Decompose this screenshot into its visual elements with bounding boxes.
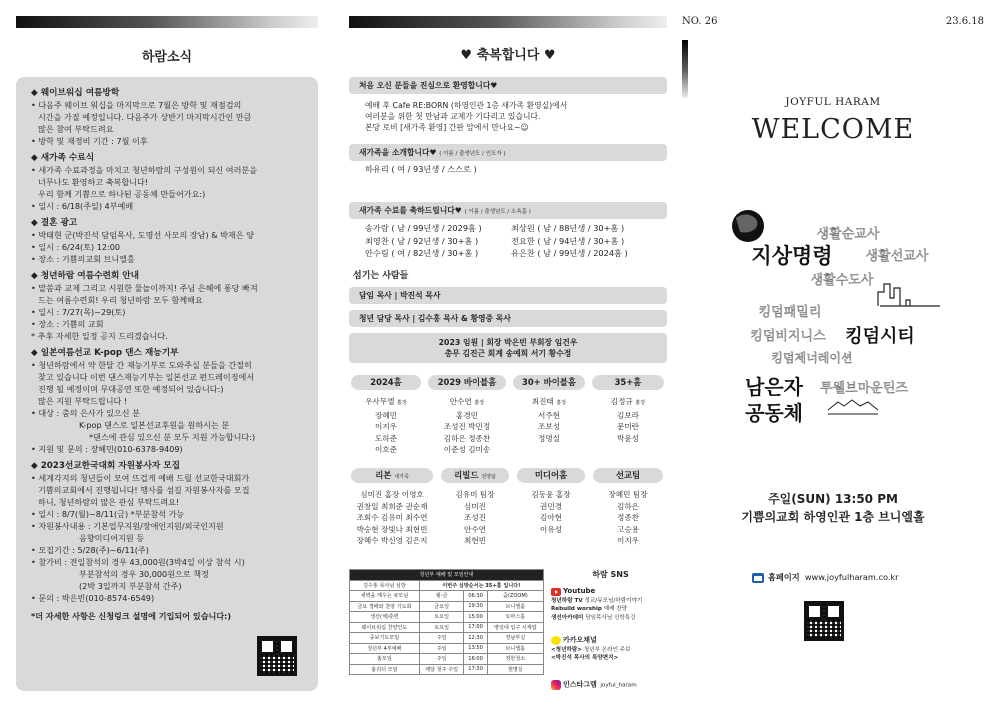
notice-line: • 일시 : 7/27(목)~29(토) bbox=[31, 307, 126, 317]
sns-line bbox=[551, 646, 631, 655]
table-row bbox=[350, 643, 544, 654]
instagram-icon bbox=[551, 680, 561, 690]
schedule-cell: 새벽을 깨우는 큐모님 bbox=[350, 591, 420, 602]
instagram-section[interactable]: 인스타그램 joyful_haram bbox=[551, 680, 637, 690]
vertical-bar bbox=[682, 40, 688, 98]
notice-line: 많은 지원 부탁드립니다 ! bbox=[38, 396, 128, 406]
section-title: ◆ 웨이브워십 여름방학 bbox=[31, 88, 120, 98]
mountains-icon bbox=[828, 400, 878, 414]
notice-line: • 세계각지의 청년들이 모여 뜨겁게 예배 드릴 선교한국대회가 bbox=[31, 473, 250, 483]
logo-line: 생활선교사 bbox=[865, 249, 929, 264]
sns-desc: 담임목사님 신학특강 bbox=[583, 614, 636, 621]
member-row: 심미진 bbox=[463, 501, 486, 511]
top-bar bbox=[349, 16, 667, 28]
notice-line: 우리 함께 기쁨으로 하나된 공동체 만들어가요:) bbox=[38, 189, 206, 199]
sns-line bbox=[551, 614, 642, 623]
member-name: 장혜민 bbox=[374, 410, 397, 420]
member-name: 도하준 bbox=[374, 433, 397, 443]
schedule-cell: 현명실 bbox=[487, 664, 543, 675]
vision-logo bbox=[730, 208, 940, 438]
member-row bbox=[592, 421, 664, 433]
member-row bbox=[592, 410, 664, 422]
notice-line: • 문의 : 박은빈(010-8574-6549) bbox=[31, 593, 155, 603]
schedule-cell: 중보기도모임 bbox=[350, 633, 420, 644]
sns-line bbox=[551, 597, 642, 606]
schedule-cell: 금요 경배와 찬양 기도회 bbox=[350, 601, 420, 612]
member-row bbox=[513, 396, 585, 410]
notice-line: 시간을 가질 예정입니다. 다음주가 상반기 마지막시간인 만큼 bbox=[38, 112, 252, 122]
sns-name: 청년하람 TV bbox=[551, 597, 583, 604]
notice-line: • 장소 : 기쁨의교회 브니엘홀 bbox=[31, 254, 135, 264]
member-name: 이지우 bbox=[374, 422, 397, 431]
member-row: 최현빈 bbox=[463, 536, 486, 545]
member-name: 문미란 bbox=[616, 422, 639, 431]
home-pill: 2029 바이블홈 bbox=[428, 375, 506, 390]
schedule-cell: 이번주 심방순서는 35+홈 입니다! bbox=[419, 580, 543, 591]
welcome-heading: WELCOME bbox=[751, 114, 915, 145]
home-pill: 35+홈 bbox=[592, 375, 664, 390]
cover-column bbox=[682, 16, 984, 692]
member-name: 김하은 정종찬 bbox=[443, 433, 491, 443]
notice-line: K-pop 댄스로 일본선교후원을 원하시는 분 bbox=[79, 420, 230, 430]
schedule-cell: 17:30 bbox=[464, 664, 487, 675]
schedule-cell: 정남부실 bbox=[487, 633, 543, 644]
member-name: 이호준 bbox=[374, 445, 397, 454]
youtube-section[interactable]: Youtube 청년하람 TV 정교/뮤모님/하람이야기 Rebuild worship 예배 찬양 생선아카데미 담임목사님 신학특강 bbox=[551, 587, 643, 621]
member-row: 조성진 bbox=[463, 513, 486, 522]
member-role: 홈장 bbox=[474, 400, 485, 406]
notice-line: 부분참석의 경우 30,000원으로 책정 bbox=[79, 569, 209, 579]
member-name: 김정규 bbox=[610, 397, 633, 406]
member-row: 이유성 bbox=[539, 524, 562, 534]
logo-line: 킹덤시티 bbox=[845, 326, 915, 347]
member-row bbox=[351, 410, 421, 422]
notice-box bbox=[16, 77, 318, 691]
notice-line: • 방학 및 재정비 기간 : 7월 이후 bbox=[31, 136, 148, 146]
schedule-cell: 주일 bbox=[419, 643, 464, 654]
notice-line: • 대상 : 춤의 은사가 있으신 분 bbox=[31, 408, 140, 418]
member-row bbox=[513, 421, 585, 433]
schedule-cell: 06:30 bbox=[464, 591, 487, 602]
member-row bbox=[592, 433, 664, 445]
sns-line bbox=[551, 605, 642, 614]
schedule-cell: 13:50 bbox=[464, 643, 487, 654]
member-row: 김아현 bbox=[539, 513, 562, 522]
schedule-cell: 토마스홀 bbox=[487, 612, 543, 623]
member-name: 김보라 bbox=[616, 410, 639, 420]
sns-desc: 청년부 온라인 주보 bbox=[582, 646, 631, 653]
table-row bbox=[350, 622, 544, 633]
blessing-title: ♥ 축복합니다 ♥ bbox=[460, 48, 556, 63]
logo-line: 생활수도사 bbox=[810, 273, 874, 288]
new-family-bar: 새가족을 소개합니다♥ ( 이름 / 출생년도 / 인도자 ) bbox=[349, 144, 667, 161]
member-row: 고승용 bbox=[616, 524, 639, 534]
notice-line: * 추후 자세한 일정 공지 드리겠습니다. bbox=[31, 331, 168, 341]
notice-line: • 참가비 : 전일참석의 경우 43,000원(3박4일 이상 참석 시) bbox=[31, 557, 245, 567]
schedule-header-row bbox=[350, 580, 544, 591]
welcome-bar: 처음 오신 분들을 진심으로 환영합니다♥ bbox=[349, 77, 667, 94]
org-name: JOYFUL HARAM bbox=[785, 96, 881, 108]
sns-desc: 정교/뮤모님/하람이야기 bbox=[582, 597, 643, 604]
notice-column bbox=[16, 16, 318, 692]
sns-name: <박진석 목사의 특양편지> bbox=[551, 655, 619, 661]
table-row bbox=[350, 664, 544, 675]
notice-title: 하람소식 bbox=[141, 50, 193, 65]
member-row: 장혜민 팀장 bbox=[608, 490, 648, 499]
schedule-cell: 생선(체)훈련 bbox=[350, 612, 420, 623]
table-row bbox=[350, 612, 544, 623]
homepage-icon bbox=[752, 573, 764, 583]
sns-line bbox=[551, 654, 631, 663]
logo-line: 킹덤패밀리 bbox=[758, 305, 822, 320]
notice-line: 드는 여름수련회! 우리 청년하람 모두 함께해요 bbox=[38, 295, 203, 305]
qr-code-icon[interactable] bbox=[804, 601, 844, 641]
member-name: 조보성 bbox=[537, 422, 560, 431]
schedule-cell: 브니엘홀 bbox=[487, 601, 543, 612]
home-pill: 2024홈 bbox=[351, 375, 421, 390]
member-name: 조성진 박민정 bbox=[443, 422, 491, 431]
notice-line: (2박 3일까지 부분참석 간주) bbox=[79, 581, 182, 591]
youtube-icon bbox=[551, 588, 561, 596]
member-row: 김하은 bbox=[616, 501, 639, 511]
schedule-cell: 16:00 bbox=[464, 654, 487, 665]
notice-line: • 자원봉사내용 : 기본업무지원/장애인지원/외국인지원 bbox=[31, 521, 224, 531]
member-row: 안수연 bbox=[463, 524, 486, 534]
member-name: 정명실 bbox=[537, 433, 560, 443]
schedule-cell: 17:00 bbox=[464, 622, 487, 633]
graduates-left: 송가람 ( 남 / 99년생 / 2029홈 ) 최영찬 ( 남 / 92년생 / 30+홈 ) 안수림 ( 여 / 82년생 / 30+홈 ) bbox=[365, 223, 482, 258]
member-row: 조회수 김유미 최수연 bbox=[356, 513, 428, 522]
notice-line: • 새가족 수료과정을 마치고 청년하람의 구성원이 되신 여러분을 bbox=[31, 165, 258, 175]
member-row bbox=[513, 433, 585, 445]
schedule-cell: 줌(ZOOM) bbox=[487, 591, 543, 602]
globe-icon bbox=[732, 210, 764, 242]
staff-box: 2023 임원 | 회장 박은빈 부회장 임건우 총무 김진근 회계 송예희 서기 황수정 bbox=[349, 333, 667, 363]
worship-time: 주일(SUN) 13:50 PM 기쁨의교회 하영인관 1층 브니엘홀 bbox=[741, 492, 925, 524]
team-members bbox=[351, 489, 433, 547]
section-title: ◆ 청년하람 여름수련회 안내 bbox=[31, 271, 140, 281]
team-pill: 리본 새가족 bbox=[351, 468, 433, 483]
notice-line: • 청년하람에서 약 한달 간 재능기부로 도와주실 분들을 간절히 bbox=[31, 360, 252, 370]
schedule-cell: 금요일 bbox=[419, 601, 464, 612]
member-row bbox=[428, 421, 506, 433]
schedule-title: 청년부 예배 및 모임안내 bbox=[350, 570, 544, 581]
member-row: 권민경 bbox=[539, 501, 562, 511]
member-name: 서주현 bbox=[537, 410, 560, 420]
section-title: ◆ 새가족 수료식 bbox=[31, 153, 95, 163]
schedule-cell: 주일 bbox=[419, 633, 464, 644]
notice-line: 찾고 있습니다 이번 댄스재능기부는 일본선교 펀드레이징에서 bbox=[38, 372, 255, 382]
logo-line: 공동체 bbox=[745, 401, 803, 425]
schedule-cell: 홈모임 bbox=[350, 654, 420, 665]
member-name: 우사무엘 bbox=[365, 397, 395, 406]
notice-line: *댄스에 관심 있으신 분 모두 지원 가능합니다:) bbox=[89, 432, 256, 442]
notice-line: 음향미디어지원 등 bbox=[79, 533, 145, 543]
schedule-cell: 명일대 입구 시계탑 bbox=[487, 622, 543, 633]
notice-line: 하니, 청년하람의 많은 관심 부탁드려요! bbox=[38, 497, 180, 507]
schedule-cell: 매달 첫주 주일 bbox=[419, 664, 464, 675]
section-title: ◆ 결혼 광고 bbox=[31, 218, 78, 228]
top-bar bbox=[16, 16, 318, 28]
notice-line: 많은 참여 부탁드려요 bbox=[38, 124, 114, 134]
sns-name: 생선아카데미 bbox=[551, 614, 584, 621]
graduates-right: 최상원 ( 남 / 88년생 / 30+홈 ) 전요한 ( 남 / 94년생 / 30+홈 ) 유은찬 ( 남 / 99년생 / 2024홈 ) bbox=[511, 223, 628, 258]
section-title: ◆ 일본여름선교 K-pop 댄스 재능기부 bbox=[31, 348, 179, 358]
schedule-cell: 19:30 bbox=[464, 601, 487, 612]
member-name: 최진태 bbox=[531, 397, 554, 406]
member-row: 이지우 bbox=[616, 536, 639, 545]
member-role: 홈장 bbox=[556, 400, 567, 406]
footnote: *더 자세한 사항은 신청링크 설명에 기입되어 있습니다:) bbox=[31, 611, 232, 621]
member-row: 정종찬 bbox=[616, 513, 639, 522]
sns-name: <청년하람> bbox=[551, 646, 582, 653]
notice-line: 너무나도 환영하고 축복합니다! bbox=[38, 177, 149, 187]
member-row: 권창일 최희준 권순재 bbox=[356, 501, 428, 511]
new-family-name: 하유리 ( 여 / 93년생 / 스스로 ) bbox=[365, 164, 477, 174]
table-row bbox=[350, 633, 544, 644]
logo-line: 투웰브마운틴즈 bbox=[820, 381, 908, 396]
schedule-table bbox=[349, 569, 544, 675]
homepage-link[interactable]: 홈페이지 www.joyfulharam.co.kr bbox=[752, 572, 899, 583]
table-row bbox=[350, 654, 544, 665]
notice-line: • 장소 : 기쁨의 교회 bbox=[31, 319, 104, 329]
team-pill: 리빌드 전양팀 bbox=[441, 468, 509, 483]
notice-line: • 말씀과 교제 그리고 시원한 물놀이까지! 주님 은혜에 퐁당 빠져 bbox=[31, 283, 258, 293]
notice-line: 진행 될 예정이며 무대공연 또한 예정되어 있습니다:) bbox=[38, 384, 224, 394]
welcome-text: 예배 후 Cafe RE:BORN (하영인관 1층 새가족 환영실)에서 여러분을 위한 첫 만남과 교제가 기다리고 있습니다. 본당 로비 [새가족 환영] 간판 앞에서 만나요~☺ bbox=[365, 101, 568, 132]
member-row bbox=[351, 433, 421, 445]
notice-line: • 다음주 웨이브 워십을 마지막으로 7월은 방학 및 재점검의 bbox=[31, 100, 242, 110]
servants-heading: 섬기는 사람들 bbox=[353, 271, 409, 281]
schedule-title-row bbox=[350, 570, 544, 581]
team-members bbox=[517, 489, 585, 535]
member-name: 홍경민 bbox=[455, 410, 478, 420]
team-pill: 선교팀 bbox=[593, 468, 663, 483]
notice-line: • 일시 : 6/18(주일) 4부예배 bbox=[31, 201, 134, 211]
logo-line: 킹덤제너레이션 bbox=[771, 351, 853, 365]
logo-line: 남은자 bbox=[745, 375, 803, 399]
blessing-column bbox=[349, 16, 667, 692]
member-name: 이준성 김미송 bbox=[443, 445, 491, 454]
team-pill: 미디어홈 bbox=[517, 468, 585, 483]
pastor-bar: 담임 목사 | 박진석 목사 bbox=[349, 287, 667, 304]
schedule-cell: 토요일 bbox=[419, 622, 464, 633]
home-members bbox=[351, 396, 421, 456]
member-row: 김동윤 홈장 bbox=[531, 490, 571, 499]
member-name: 안수연 bbox=[449, 397, 472, 406]
notice-line: • 지원 및 문의 : 장혜민(010-6378-9409) bbox=[31, 444, 183, 454]
logo-line: 지상명령 bbox=[751, 244, 833, 268]
member-role: 홈장 bbox=[396, 400, 407, 406]
member-role: 홈장 bbox=[635, 400, 646, 406]
notice-line: 기쁨의교회에서 진행됩니다! 행사를 섬길 자원봉사자를 모집 bbox=[38, 485, 250, 495]
member-row bbox=[428, 396, 506, 410]
notice-line: • 일시 : 8/7(월)~8/11(금) *부분참석 가능 bbox=[31, 509, 185, 519]
issue-number: NO. 26 bbox=[682, 16, 718, 27]
qr-code-icon[interactable] bbox=[257, 636, 297, 676]
member-row bbox=[428, 444, 506, 456]
schedule-cell: 주일 bbox=[419, 654, 464, 665]
team-members bbox=[441, 489, 509, 547]
home-members bbox=[592, 396, 664, 444]
schedule-cell: 월-금 bbox=[419, 591, 464, 602]
home-members bbox=[513, 396, 585, 444]
schedule-cell: 브니엘홀 bbox=[487, 643, 543, 654]
sns-name: Rebuild worship bbox=[551, 606, 602, 612]
schedule-cell: 웨이브워십 찬양인도 bbox=[350, 622, 420, 633]
city-icon bbox=[878, 284, 940, 306]
member-row bbox=[592, 396, 664, 410]
schedule-cell: 홈리더 모임 bbox=[350, 664, 420, 675]
member-row bbox=[513, 410, 585, 422]
youth-pastor-bar: 청년 담당 목사 | 김수홍 목사 & 황영중 목사 bbox=[349, 310, 667, 327]
schedule-cell: 토요일 bbox=[419, 612, 464, 623]
notice-line: • 모집기간 : 5/28(주)~6/11(주) bbox=[31, 545, 149, 555]
member-row bbox=[351, 421, 421, 433]
member-row: 김유미 팀장 bbox=[455, 490, 495, 499]
schedule-cell: 청년부 4부예배 bbox=[350, 643, 420, 654]
home-pill: 30+ 바이블홈 bbox=[513, 375, 585, 390]
schedule-cell: 12:30 bbox=[464, 633, 487, 644]
sns-title: 하람 SNS bbox=[592, 570, 629, 579]
schedule-cell: 정한청소 bbox=[487, 654, 543, 665]
kakao-icon bbox=[551, 636, 561, 645]
schedule-cell: 김수홍 목사님 심방 bbox=[350, 580, 420, 591]
logo-line: 킹덤비지니스 bbox=[750, 329, 826, 344]
member-row bbox=[428, 410, 506, 422]
notice-line: • 박태현 군(박진석 담임목사, 도명선 사모의 장남) & 박재은 양 bbox=[31, 230, 254, 240]
member-row: 심미진 홈장 이영호 bbox=[360, 490, 424, 499]
member-name: 박윤성 bbox=[616, 433, 639, 443]
notice-line: • 일시 : 6/24(토) 12:00 bbox=[31, 242, 121, 252]
sns-desc: 예배 찬양 bbox=[601, 606, 628, 612]
table-row bbox=[350, 601, 544, 612]
member-row: 박승현 장빛나 최현빈 bbox=[356, 524, 428, 534]
section-title: ◆ 2023선교한국대회 자원봉사자 모집 bbox=[31, 461, 181, 471]
member-row bbox=[428, 433, 506, 445]
issue-date: 23.6.18 bbox=[945, 16, 984, 27]
member-row bbox=[351, 444, 421, 456]
schedule-cell: 15:00 bbox=[464, 612, 487, 623]
home-members bbox=[428, 396, 506, 456]
team-members bbox=[593, 489, 663, 547]
member-row bbox=[351, 396, 421, 410]
graduate-bar: 새가족 수료를 축하드립니다♥ ( 이름 / 출생년도 / 소속홈 ) bbox=[349, 202, 667, 219]
logo-line: 생활순교사 bbox=[816, 227, 880, 242]
table-row bbox=[350, 591, 544, 602]
member-row: 장혜수 박신영 김은지 bbox=[356, 536, 428, 545]
kakao-section[interactable]: 카카오채널 <청년하람> 청년부 온라인 주보 <박진석 목사의 특양편지> bbox=[551, 636, 631, 661]
